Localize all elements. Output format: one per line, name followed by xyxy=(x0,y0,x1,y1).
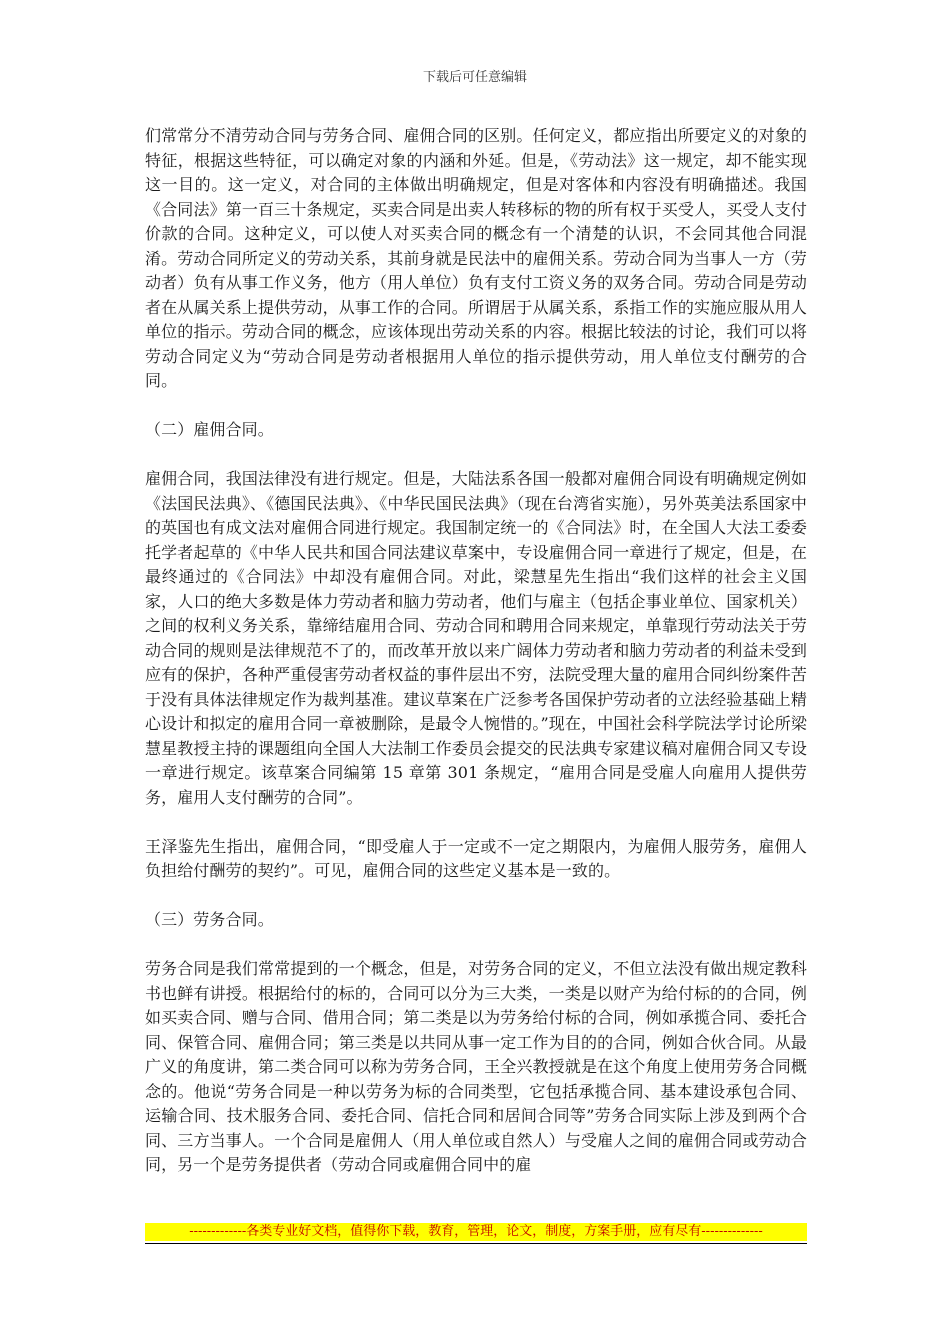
paragraph-gap xyxy=(145,810,807,835)
page-header: 下载后可任意编辑 xyxy=(422,70,527,85)
paragraph-wang-zejian: 王泽鉴先生指出，雇佣合同，“即受雇人于一定或不一定之期限内，为雇佣人服劳务，雇佣人负担给付酬劳的契约”。可见，雇佣合同的这些定义基本是一致的。 xyxy=(145,836,807,880)
footer-divider xyxy=(145,1243,807,1244)
paragraph-labor-contract-definition: 们常常分不清劳动合同与劳务合同、雇佣合同的区别。任何定义，都应指出所要定义的对象的特征，根据这些特征，可以确定对象的内涵和外延。但是，《劳动法》这一规定，却不能实现这一目的。这一定义，对合同的主体做出明确规定，但是对客体和内容没有明确描述。我国《合同法》第一百三十条规定，买卖合同是出卖人转移标的物的所有权于买受人，买受人支付价款的合同。这种定义，可以使人对买卖合同的概念有一个清楚的认识，不会同其他合同混淆。劳动合同所定义的劳动关系，其前身就是民法中的雇佣关系。劳动合同为当事人一方（劳动者）负有从事工作义务，他方（用人单位）负有支付工资义务的双务合同。劳动合同是劳动者在从属关系上提供劳动，从事工作的合同。所谓居于从属关系，系指工作的实施应服从用人单位的指示。劳动合同的概念，应该体现出劳动关系的内容。根据比较法的讨论，我们可以将劳动合同定义为“劳动合同是劳动者根据用人单位的指示提供劳动，用人单位支付酬劳的合同。 xyxy=(145,126,807,390)
paragraph-gap xyxy=(145,884,807,909)
document-body xyxy=(145,124,807,1178)
paragraph-gap xyxy=(145,394,807,419)
paragraph-gap xyxy=(145,443,807,468)
section-heading-service-contract: （三）劳务合同。 xyxy=(145,910,274,929)
paragraph-employment-contract: 雇佣合同，我国法律没有进行规定。但是，大陆法系各国一般都对雇佣合同设有明确规定例如《法国民法典》、《德国民法典》、《中华民国民法典》（现在台湾省实施），另外英美法系国家中的英国也有成文法对雇佣合同进行规定。我国制定统一的《合同法》时，在全国人大法工委委托学者起草的《中华人民共和国合同法建议草案中，专设雇佣合同一章进行了规定，但是，在最终通过的《合同法》中却没有雇佣合同。对此，梁慧星先生指出“我们这样的社会主义国家，人口的绝大多数是体力劳动者和脑力劳动者，他们与雇主（包括企事业单位、国家机关）之间的权利义务关系，靠缔结雇用合同、劳动合同和聘用合同来规定，单靠现行劳动法关于劳动合同的规则是法律规范不了的，而改革开放以来广阔体力劳动者和脑力劳动者的利益未受到应有的保护，各种严重侵害劳动者权益的事件层出不穷，法院受理大量的雇用合同纠纷案件苦于没有具体法律规定作为裁判基准。建议草案在广泛参考各国保护劳动者的立法经验基础上精心设计和拟定的雇用合同一章被删除，是最令人惋惜的。”现在，中国社会科学院法学讨论所梁慧星教授主持的课题组向全国人大法制工作委员会提交的民法典专家建议稿对雇佣合同又专设一章进行规定。该草案合同编第 15 章第 301 条规定，“雇用合同是受雇人向雇用人提供劳务，雇用人支付酬劳的合同”。 xyxy=(145,469,807,807)
page-footer-banner: -------------各类专业好文档，值得你下载，教育，管理，论文，制度，方案手册，应有尽有-------------- xyxy=(145,1223,807,1241)
paragraph-gap xyxy=(145,933,807,958)
paragraph-service-contract: 劳务合同是我们常常提到的一个概念，但是，对劳务合同的定义，不但立法没有做出规定教科书也鲜有讲授。根据给付的标的，合同可以分为三大类，一类是以财产为给付标的的合同，例如买卖合同、赠与合同、借用合同；第二类是以为劳务给付标的合同，例如承揽合同、委托合同、保管合同、雇佣合同；第三类是以共同从事一定工作为目的的合同，例如合伙合同。从最广义的角度讲，第二类合同可以称为劳务合同，王全兴教授就是在这个角度上使用劳务合同概念的。他说“劳务合同是一种以劳务为标的合同类型，它包括承揽合同、基本建设承包合同、运输合同、技术服务合同、委托合同、信托合同和居间合同等”劳务合同实际上涉及到两个合同、三方当事人。一个合同是雇佣人（用人单位或自然人）与受雇人之间的雇佣合同或劳动合同，另一个是劳务提供者（劳动合同或雇佣合同中的雇 xyxy=(145,959,807,1174)
section-heading-employment-contract: （二）雇佣合同。 xyxy=(145,420,274,439)
